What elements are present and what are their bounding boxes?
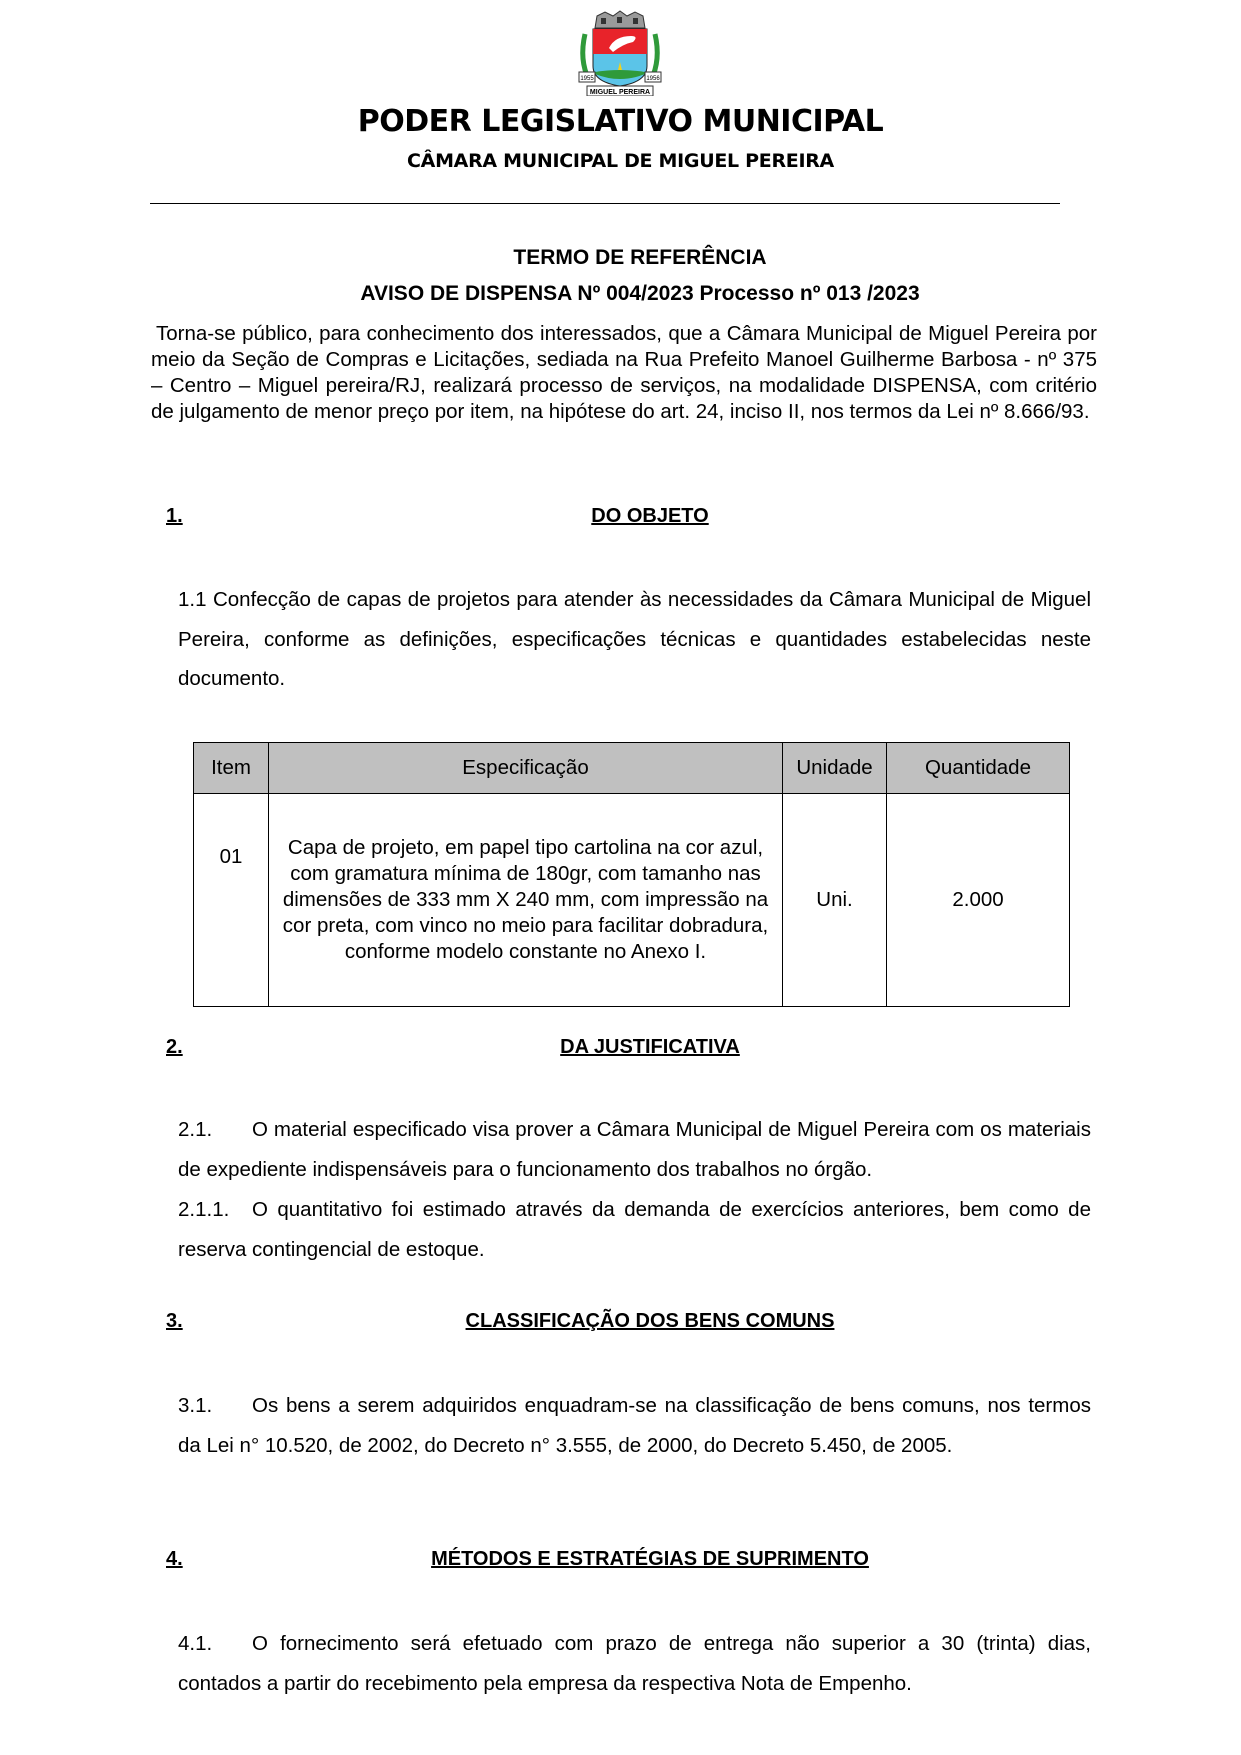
paragraph-text: Os bens a serem adquiridos enquadram-se na classificação de bens comuns, nos termos da Lei n° 10.520, de 2002, do Decreto n° 3.555, de 2000, do Decreto 5.450, de 2005.: [178, 1394, 1091, 1457]
section-number: 1.: [166, 505, 183, 527]
specification-table: [193, 742, 1070, 1007]
svg-text:1956: 1956: [646, 76, 660, 82]
section-paragraph: [178, 580, 1091, 699]
section-title: CLASSIFICAÇÃO DOS BENS COMUNS: [465, 1310, 835, 1332]
section-paragraph: [178, 1624, 1091, 1703]
section-title: DA JUSTIFICATIVA: [560, 1036, 740, 1058]
svg-text:1955: 1955: [580, 76, 594, 82]
svg-text:MIGUEL PEREIRA: MIGUEL PEREIRA: [589, 89, 651, 96]
section-number: 3.: [166, 1310, 183, 1332]
paragraph-number: 2.1.: [178, 1118, 213, 1141]
quantity-cell: 2.000: [887, 794, 1070, 1007]
paragraph-text: O quantitativo foi estimado através da demanda de exercícios anteriores, bem como de reserva contingencial de estoque.: [178, 1198, 1091, 1261]
table-row: [194, 794, 1070, 1007]
section-title: DO OBJETO: [591, 505, 709, 527]
section-number: 4.: [166, 1548, 183, 1570]
item-cell: 01: [194, 794, 269, 1007]
section-number: 2.: [166, 1036, 183, 1058]
header-title: PODER LEGISLATIVO MUNICIPAL: [357, 104, 884, 139]
paragraph-text: O material especificado visa prover a Câmara Municipal de Miguel Pereira com os materiais de expediente indispensáveis para o funcionamento dos trabalhos no órgão.: [178, 1118, 1091, 1181]
header-divider: [150, 203, 1060, 204]
section-paragraph: [178, 1386, 1091, 1465]
municipal-coat-of-arms: [575, 10, 665, 96]
unit-cell: Uni.: [783, 794, 887, 1007]
section-title: MÉTODOS E ESTRATÉGIAS DE SUPRIMENTO: [431, 1548, 869, 1570]
notice-heading: AVISO DE DISPENSA Nº 004/2023 Processo nº 013 /2023: [360, 282, 920, 305]
paragraph-number: 4.1.: [178, 1632, 213, 1655]
section-paragraph: [178, 1190, 1091, 1269]
column-header: Quantidade: [887, 743, 1070, 794]
spec-cell: Capa de projeto, em papel tipo cartolina na cor azul, com gramatura mínima de 180gr, com tamanho nas dimensões de 333 mm X 240 mm, com impressão na cor preta, com vinco no meio para facilitar dobradura, conforme modelo constante no Anexo I.: [269, 794, 783, 1007]
column-header: Unidade: [783, 743, 887, 794]
paragraph-text: Confecção de capas de projetos para atender às necessidades da Câmara Municipal de Miguel Pereira, conforme as definições, especificações técnicas e quantidades estabelecidas neste documento.: [178, 588, 1092, 690]
paragraph-number: 1.1: [178, 588, 207, 611]
section-paragraph: [178, 1110, 1091, 1189]
column-header: Especificação: [269, 743, 783, 794]
paragraph-number: 2.1.1.: [178, 1198, 230, 1221]
paragraph-text: O fornecimento será efetuado com prazo de entrega não superior a 30 (trinta) dias, contados a partir do recebimento pela empresa da respectiva Nota de Empenho.: [178, 1632, 1091, 1695]
document-title: TERMO DE REFERÊNCIA: [513, 246, 767, 269]
intro-paragraph: Torna-se público, para conhecimento dos interessados, que a Câmara Municipal de Miguel Pereira por meio da Seção de Compras e Licitações, sediada na Rua Prefeito Manoel Guilherme Barbosa - nº 375 – Centro – Miguel pereira/RJ, realizará processo de serviços, na modalidade DISPENSA, com critério de julgamento de menor preço por item, na hipótese do art. 24, inciso II, nos termos da Lei nº 8.666/93.: [151, 322, 1097, 423]
column-header: Item: [194, 743, 269, 794]
table-header-row: [194, 743, 1070, 794]
header-subtitle: CÂMARA MUNICIPAL DE MIGUEL PEREIRA: [407, 150, 834, 172]
coat-of-arms-icon: [575, 10, 665, 96]
paragraph-number: 3.1.: [178, 1394, 213, 1417]
